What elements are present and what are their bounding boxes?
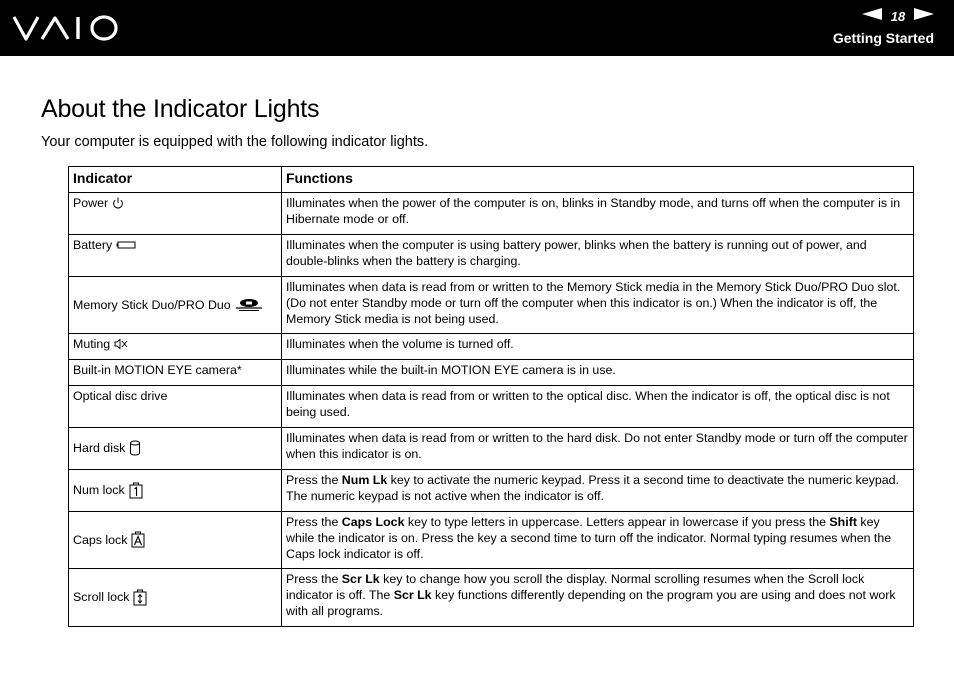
indicator-table <box>68 166 914 627</box>
section-title: Getting Started <box>832 30 934 46</box>
indicator-label: Muting <box>73 337 111 351</box>
table-row <box>69 512 914 569</box>
intro-text: Your computer is equipped with the following indicator lights. <box>41 134 429 150</box>
table-row <box>69 569 914 627</box>
table-header-row <box>69 167 914 193</box>
indicator-cell <box>69 193 282 235</box>
memory-stick-icon <box>235 298 263 312</box>
column-header-functions: Functions <box>282 167 914 193</box>
function-cell: Illuminates while the built-in MOTION EYE camera is in use. <box>282 360 914 386</box>
function-cell: Press the Caps Lock key to type letters in uppercase. Letters appear in lowercase if you press the Shift key while the indicator is on. Press the key a second time to turn off the indicator. Normal typing resumes when the Caps lock indicator is off. <box>282 512 914 569</box>
function-cell: Illuminates when data is read from or written to the Memory Stick media in the Memory Stick Duo/PRO Duo slot. (Do not enter Standby mode or turn off the computer when this indicator is on.) When the indicator is off, the Memory Stick media is not being used. <box>282 277 914 334</box>
page-title: About the Indicator Lights <box>41 95 320 123</box>
table-row <box>69 360 914 386</box>
table-row <box>69 428 914 470</box>
indicator-cell: Built-in MOTION EYE camera* <box>69 360 282 386</box>
indicator-label: Battery <box>73 238 113 252</box>
indicator-label: Power <box>73 196 109 210</box>
page-header <box>0 0 954 56</box>
indicator-cell <box>69 470 282 512</box>
caps-lock-icon <box>131 531 145 548</box>
battery-icon <box>116 240 136 250</box>
indicator-cell: Optical disc drive <box>69 386 282 428</box>
indicator-cell <box>69 277 282 334</box>
indicator-label: Hard disk <box>73 441 126 455</box>
table-row <box>69 334 914 360</box>
scroll-lock-icon <box>133 589 147 606</box>
table-row <box>69 235 914 277</box>
function-cell: Illuminates when the power of the computer is on, blinks in Standby mode, and turns off when the computer is in Hibernate mode or off. <box>282 193 914 235</box>
power-icon <box>112 197 124 209</box>
muting-icon <box>114 338 128 350</box>
page-number: 18 <box>890 8 906 24</box>
function-cell: Illuminates when data is read from or written to the optical disc. When the indicator is off, the optical disc is not being used. <box>282 386 914 428</box>
indicator-cell <box>69 512 282 569</box>
table-row <box>69 193 914 235</box>
vaio-logo <box>12 14 120 47</box>
function-cell: Illuminates when the volume is turned off. <box>282 334 914 360</box>
function-cell: Press the Num Lk key to activate the numeric keypad. Press it a second time to deactivate the numeric keypad. The numeric keypad is not active when the indicator is off. <box>282 470 914 512</box>
indicator-label: Scroll lock <box>73 590 130 604</box>
indicator-label: Num lock <box>73 483 125 497</box>
indicator-label: Caps lock <box>73 532 128 547</box>
num-lock-icon <box>129 482 143 499</box>
indicator-cell <box>69 334 282 360</box>
indicator-cell <box>69 428 282 470</box>
indicator-cell <box>69 235 282 277</box>
table-row <box>69 277 914 334</box>
column-header-indicator: Indicator <box>69 167 282 193</box>
function-cell: Press the Scr Lk key to change how you scroll the display. Normal scrolling resumes when the Scroll lock indicator is off. The Scr Lk key functions differently depending on the program you are using and does not work with all programs. <box>282 569 914 627</box>
indicator-label: Memory Stick Duo/PRO Duo <box>73 297 231 312</box>
page-navigation <box>862 7 934 25</box>
function-cell: Illuminates when data is read from or written to the hard disk. Do not enter Standby mode or turn off the computer when this indicator is on. <box>282 428 914 470</box>
indicator-cell <box>69 569 282 627</box>
table-row <box>69 386 914 428</box>
next-page-arrow-icon[interactable] <box>914 7 934 25</box>
function-cell: Illuminates when the computer is using battery power, blinks when the battery is running out of power, and double-blinks when the battery is charging. <box>282 235 914 277</box>
previous-page-arrow-icon[interactable] <box>862 7 882 25</box>
table-row <box>69 470 914 512</box>
hard-disk-icon <box>129 440 141 456</box>
